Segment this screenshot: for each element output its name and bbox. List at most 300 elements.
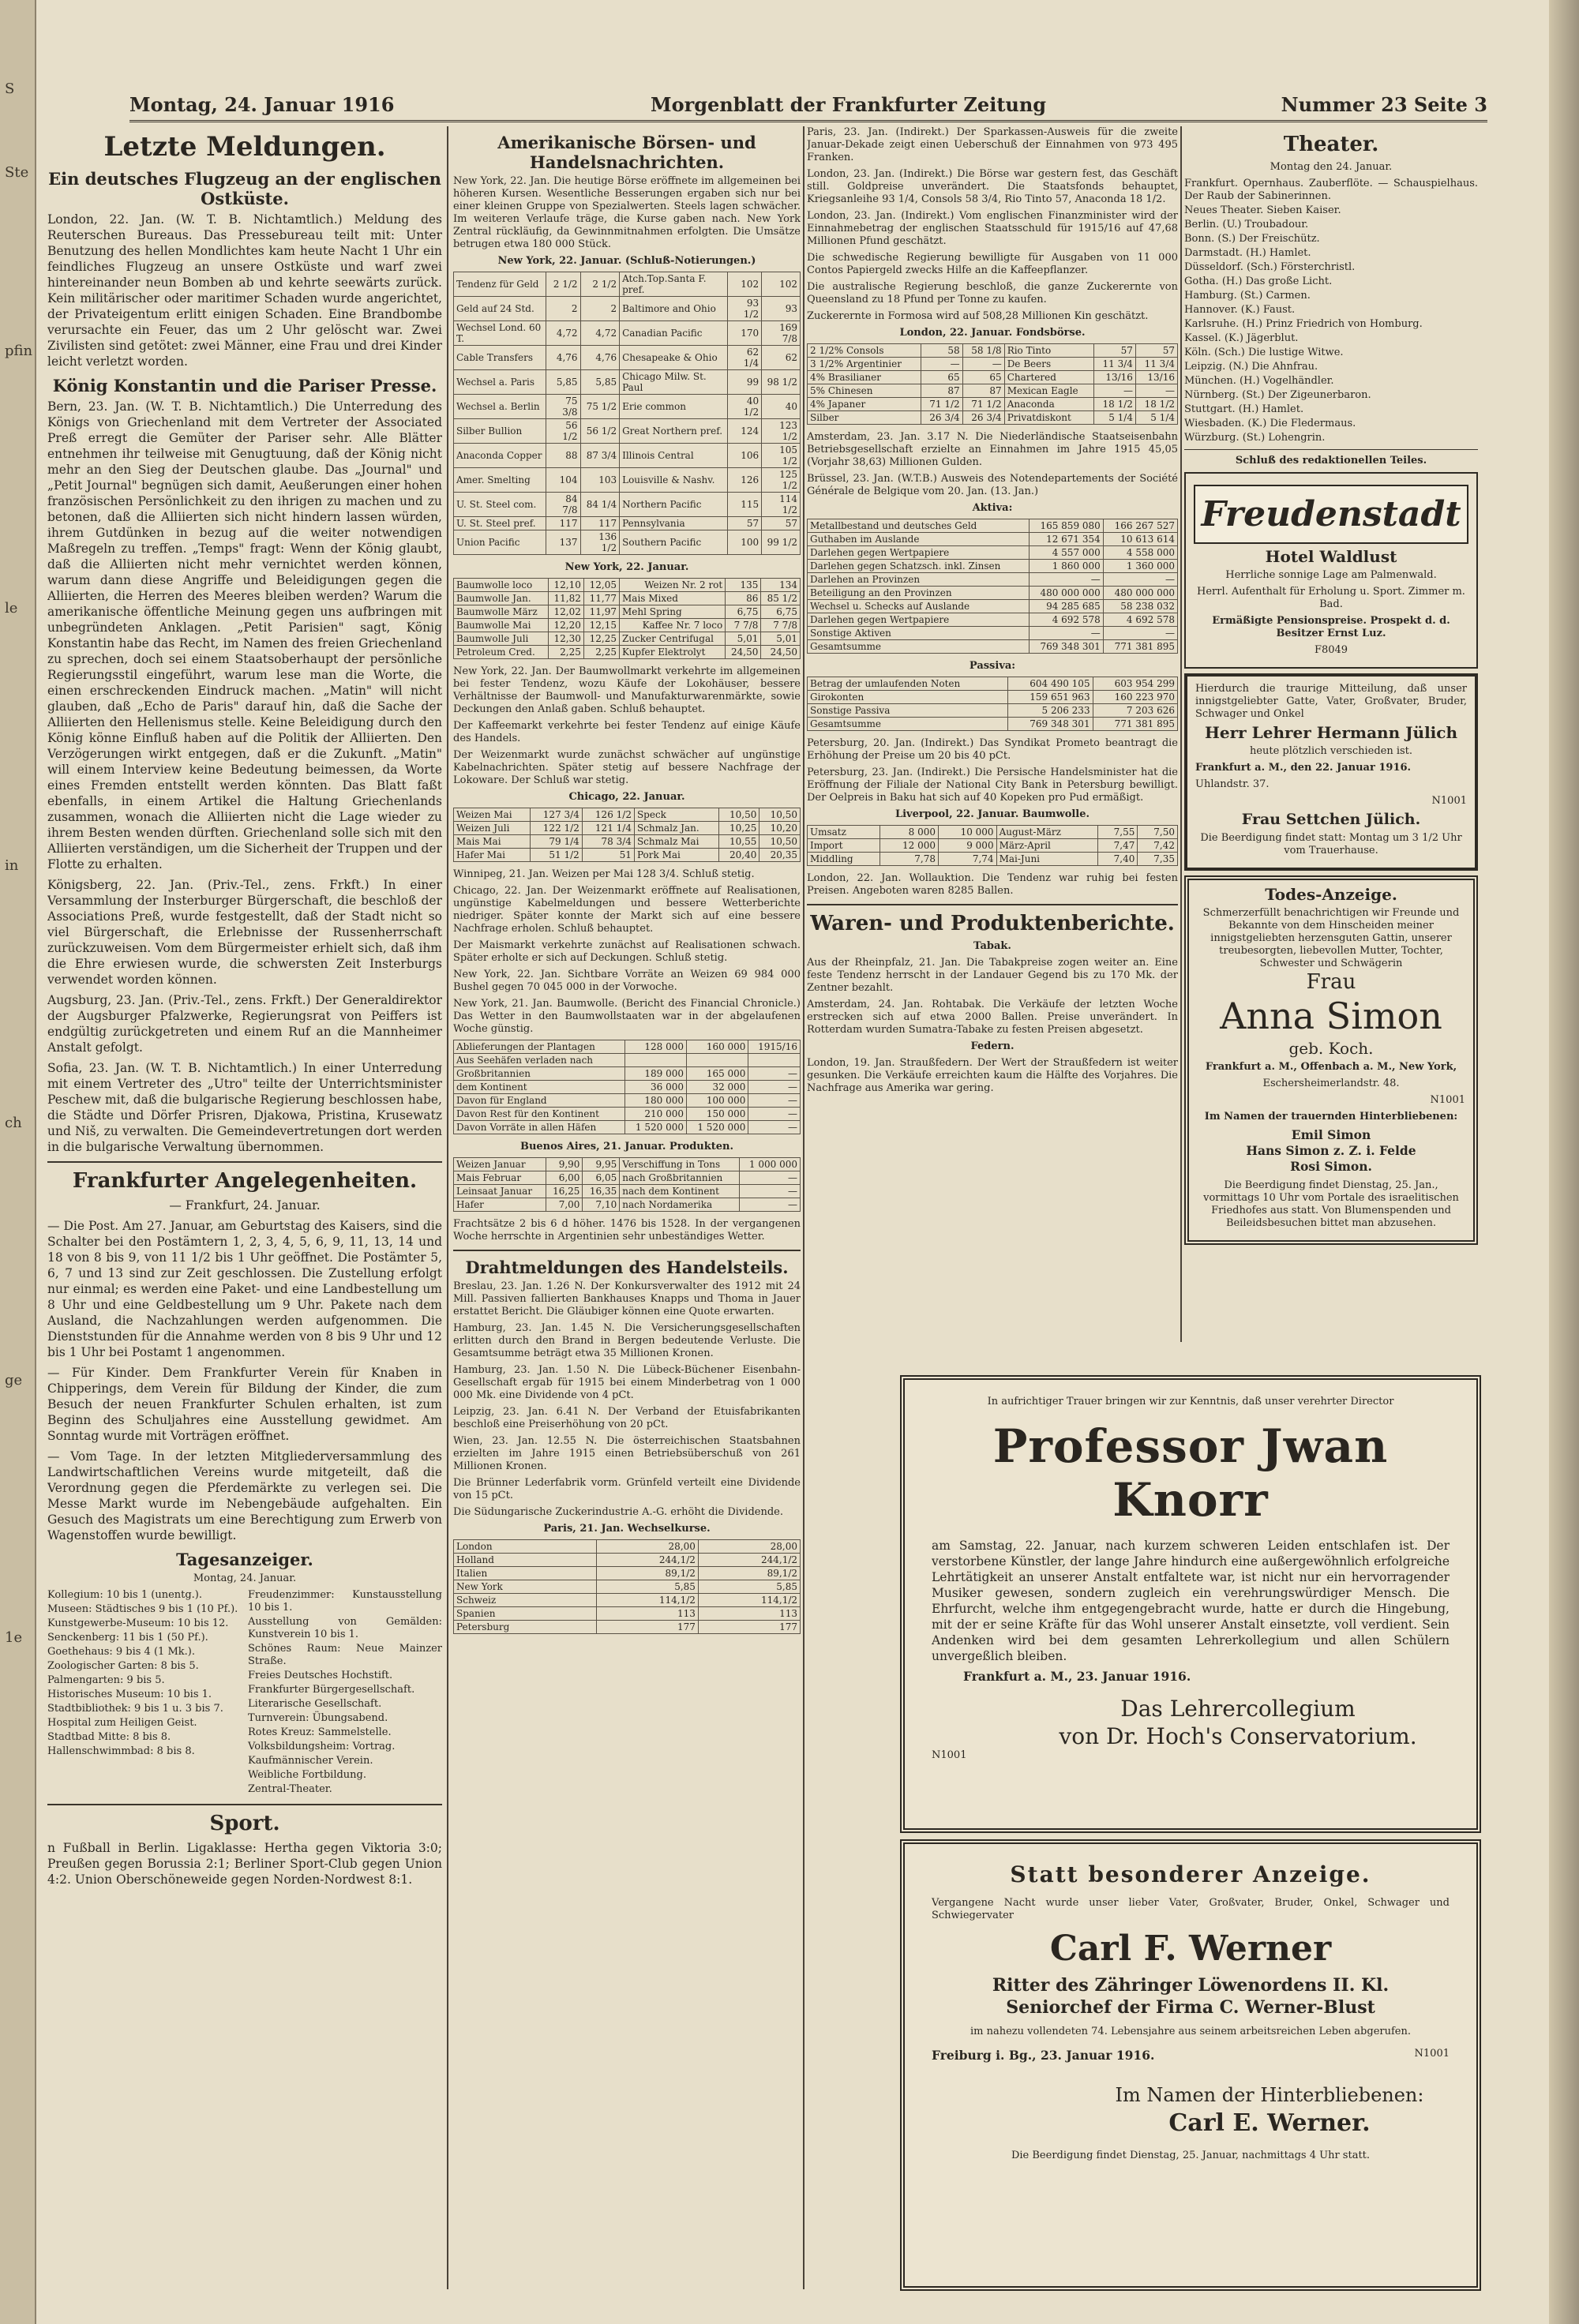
table-cell: 57 bbox=[1093, 344, 1135, 358]
obituary-simon bbox=[1184, 875, 1478, 1245]
table-row bbox=[454, 321, 801, 346]
signatory: Carl E. Werner. bbox=[1168, 2109, 1371, 2137]
passiva-table bbox=[807, 677, 1178, 731]
table-cell: 4 558 000 bbox=[1103, 546, 1177, 560]
table-cell: Anaconda Copper bbox=[454, 444, 546, 468]
table-cell: Darlehen gegen Wertpapiere bbox=[808, 546, 1030, 560]
table-cell: nach Nordamerika bbox=[620, 1198, 740, 1212]
table-cell: Schmalz Mai bbox=[634, 835, 718, 849]
table-cell: 104 bbox=[546, 468, 580, 493]
table-row bbox=[454, 822, 801, 835]
list-item: Stadtbad Mitte: 8 bis 8. bbox=[47, 1731, 171, 1743]
article-sofia: Sofia, 23. Jan. (W. T. B. Nichtamtlich.) In einer Unterredung mit einem Vertreter des „Utro" teilte der Unterrichtsminister Peschew mit, daß die bulgarische Regierung beschlossen habe, die Städte und Dörfer Prisren, Djakowa, Pristina, Krusewatz und Niš, zu verwalten. Die Gemeindevertretungen dort werden in die bulgarische Verwaltung übernommen. bbox=[47, 1061, 442, 1154]
table-cell: Schweiz bbox=[454, 1594, 597, 1607]
ad-code: N1001 bbox=[932, 1749, 967, 1761]
table-cell: — bbox=[921, 358, 962, 371]
obituary-frau: Frau bbox=[1306, 970, 1356, 994]
table-cell: Mexican Eagle bbox=[1004, 384, 1093, 398]
table-cell: 6,05 bbox=[583, 1171, 620, 1185]
obituary-text: am Samstag, 22. Januar, nach kurzem schweren Leiden entschlafen ist. Der verstorbene Künstler, der lange Jahre hindurch eine außergewöhnlich erfolgreiche Lehrtätigkeit an unserer Anstalt entfaltete war, ist nicht nur ein hervorragender Musiker gewesen, sondern zugleich ein verehrungswürdiger Mensch. Die Ehrfurcht, welche ihm entgegengebracht wurde, hatte er durch die Hingebung, mit der er seine Kräfte für das Wohl unserer Anstalt einsetzte, voll verdient. Sein Andenken wird bei dem gesamten Lehrerkollegium und allen Schülern unvergeßlich bleiben. bbox=[932, 1539, 1450, 1663]
table-row bbox=[454, 346, 801, 370]
list-item: Weibliche Fortbildung. bbox=[248, 1769, 367, 1781]
table-cell: 9 000 bbox=[939, 839, 997, 853]
article-post: — Die Post. Am 27. Januar, am Geburtstag des Kaisers, sind die Schalter bei den Postämtern 1, 2, 3, 4, 5, 6, 9, 11, 13, 14 und 18 von 8 bis 9, von 11 1/2 bis 1 Uhr geöffnet. Die Postämter 5, 6, 7 und 13 sind zur Zeit geschlossen. Die Zustellung erfolgt nur einmal; es werden eine Paket- und eine Landbestellung um 8 Uhr und eine Geldbestellung um 9 Uhr. Pakete nach dem Ausland, die Nachzahlungen werden aufgenommen. Die Dienststunden für die Annahme werden von 8 bis 9 Uhr und 12 bis 1 Uhr bei Postamt 1 angenommen. bbox=[47, 1219, 442, 1359]
obituary-intro: Schmerzerfüllt benachrichtigen wir Freunde und Bekannte von dem Hinscheiden meiner innigstgeliebten herzensguten Gattin, unserer treubesorgten, liebevollen Mutter, Tochter, Schwester und Schwägerin bbox=[1202, 907, 1460, 969]
article-augsburg: Augsburg, 23. Jan. (Priv.-Tel., zens. Frkft.) Der Generaldirektor der Augsburger Pfalzwerke, Regierungsrat von Peiffers ist endgültig zurückgetreten und einem Ruf an die Mannheimer Anstalt gefolgt. bbox=[47, 993, 442, 1055]
header-paper-name: Morgenblatt der Frankfurter Zeitung bbox=[651, 93, 1047, 116]
table-row bbox=[454, 835, 801, 849]
table-cell: Hafer Mai bbox=[454, 849, 531, 862]
table-cell: 122 1/2 bbox=[530, 822, 582, 835]
table-cell: 12 671 354 bbox=[1029, 533, 1103, 546]
table-cell: 5 1/4 bbox=[1135, 411, 1177, 425]
table-cell: 159 651 963 bbox=[1008, 691, 1093, 704]
article-winnipeg: Winnipeg, 21. Jan. Weizen per Mai 128 3/4. Schluß stetig. bbox=[453, 868, 755, 880]
article-brussels: Brüssel, 23. Jan. (W.T.B.) Ausweis des Notendepartements der Société Générale de Belgique vom 20. Jan. (13. Jan.) bbox=[807, 473, 1178, 497]
hotel-advertisement bbox=[1184, 472, 1478, 669]
table-cell: 12,20 bbox=[548, 619, 583, 632]
list-item: Leipzig. (N.) Die Ahnfrau. bbox=[1184, 361, 1318, 373]
table-title-ny2: New York, 22. Januar. bbox=[564, 561, 689, 573]
table-cell: — bbox=[739, 1171, 800, 1185]
table-cell: August-März bbox=[996, 826, 1097, 839]
table-cell: Mais Mixed bbox=[620, 592, 726, 605]
table-cell: 94 285 685 bbox=[1029, 600, 1103, 613]
table-cell: 2 1/2 bbox=[546, 272, 580, 297]
table-cell: 5,85 bbox=[546, 370, 580, 395]
table-cell: 40 1/2 bbox=[728, 395, 762, 419]
aktiva-title: Aktiva: bbox=[972, 502, 1013, 514]
obituary-address: Uhlandstr. 37. bbox=[1195, 778, 1270, 790]
table-cell: Mehl Spring bbox=[620, 605, 726, 619]
deceased-name: Carl F. Werner bbox=[1049, 1929, 1332, 1969]
article-london-5: Zuckerernte in Formosa wird auf 508,28 Millionen Kin geschätzt. bbox=[807, 310, 1149, 322]
table-cell: 18 1/2 bbox=[1093, 398, 1135, 411]
table-cell: 10 000 bbox=[939, 826, 997, 839]
table-cell: 65 bbox=[921, 371, 962, 384]
bereaved-title: Im Namen der Hinterbliebenen: bbox=[1115, 2084, 1424, 2106]
margin-fragment: ch bbox=[5, 1115, 22, 1131]
table-cell: 134 bbox=[761, 579, 801, 592]
table-row bbox=[454, 1081, 801, 1094]
page-header bbox=[129, 88, 1487, 122]
table-cell: 57 bbox=[1135, 344, 1177, 358]
table-cell: 9,95 bbox=[583, 1158, 620, 1171]
table-cell: nach Großbritannien bbox=[620, 1171, 740, 1185]
table-cell: 7 7/8 bbox=[761, 619, 801, 632]
table-cell: 11,97 bbox=[583, 605, 619, 619]
funeral-info: Die Beerdigung findet Dienstag, 25. Jan., vormittags 10 Uhr vom Portale des israelitischen Friedhofes aus statt. Von Blumenspenden und Beileidsbesuchen bittet man abzusehen. bbox=[1203, 1179, 1459, 1229]
table-row bbox=[454, 1121, 801, 1134]
adjacent-page-edge bbox=[0, 0, 36, 2324]
table-cell: U. St. Steel com. bbox=[454, 493, 546, 517]
table-cell: 6,75 bbox=[761, 605, 801, 619]
table-row bbox=[454, 1621, 801, 1634]
table-cell: 57 bbox=[762, 517, 801, 530]
table-cell: 128 000 bbox=[624, 1040, 686, 1054]
table-cell: 84 7/8 bbox=[546, 493, 580, 517]
table-cell: Darlehen gegen Schatzsch. inkl. Zinsen bbox=[808, 560, 1030, 573]
table-cell: 136 1/2 bbox=[580, 530, 620, 555]
table-cell: Silber bbox=[808, 411, 921, 425]
table-cell: Baumwolle Jan. bbox=[454, 592, 549, 605]
table-row bbox=[454, 1607, 801, 1621]
list-item: Nürnberg. (St.) Der Zigeunerbaron. bbox=[1184, 389, 1371, 401]
ad-code: N1001 bbox=[1414, 2048, 1450, 2060]
table-cell: Weizen Nr. 2 rot bbox=[620, 579, 726, 592]
table-cell: 5,85 bbox=[580, 370, 620, 395]
table-cell: — bbox=[1029, 573, 1103, 587]
table-row bbox=[454, 444, 801, 468]
column-rule bbox=[1180, 126, 1182, 1342]
table-cell: 170 bbox=[728, 321, 762, 346]
table-cell: Ablieferungen der Plantagen bbox=[454, 1040, 625, 1054]
theater-date: Montag den 24. Januar. bbox=[1270, 161, 1393, 173]
table-cell: Girokonten bbox=[808, 691, 1008, 704]
table-cell: Pork Mai bbox=[634, 849, 718, 862]
table-cell: Leinsaat Januar bbox=[454, 1185, 546, 1198]
table-cell: 114,1/2 bbox=[698, 1594, 800, 1607]
table-cell: 56 1/2 bbox=[580, 419, 620, 444]
deceased-name: Professor Jwan Knorr bbox=[992, 1419, 1389, 1527]
table-cell: 4,76 bbox=[580, 346, 620, 370]
table-cell: Baumwolle Mai bbox=[454, 619, 549, 632]
table-cell: 7 203 626 bbox=[1093, 704, 1177, 718]
table-row bbox=[808, 371, 1178, 384]
table-cell: 12,02 bbox=[548, 605, 583, 619]
table-cell: 102 bbox=[762, 272, 801, 297]
table-cell: Spanien bbox=[454, 1607, 597, 1621]
article-aircraft: London, 22. Jan. (W. T. B. Nichtamtlich.) Meldung des Reuterschen Bureaus. Das Pressebureau teilt mit: Unter Benutzung des hellen Mondlichtes kam heute Nacht 1 Uhr ein feindliches Flugzeug an unsere Ostküste und warf zwei hintereinander neun Bomben ab und kehrte seewärts zurück. Kein militärischer oder maritimer Schaden wurde angerichtet, der Privateigentum erlitt einigen Schaden. Eine Brandbombe verursachte ein Feuer, das um 2 Uhr gelöscht war. Zwei Zivilisten sind getötet: zwei Männer, eine Frau und drei Kinder leicht verletzt worden. bbox=[47, 212, 442, 369]
section-title-theater: Theater. bbox=[1283, 133, 1379, 156]
table-row bbox=[454, 1594, 801, 1607]
list-item: Literarische Gesellschaft. bbox=[248, 1698, 382, 1710]
obituary-place: Frankfurt a. M., Offenbach a. M., New York, bbox=[1205, 1061, 1457, 1073]
article-petersburg: Petersburg, 20. Jan. (Indirekt.) Das Syndikat Prometo beantragt die Erhöhung der Preise um 20 bis 40 pCt. bbox=[807, 737, 1178, 762]
table-cell: 10,50 bbox=[718, 808, 759, 822]
table-cell: U. St. Steel pref. bbox=[454, 517, 546, 530]
margin-fragment: 1e bbox=[5, 1629, 23, 1646]
table-cell: 100 000 bbox=[687, 1094, 748, 1108]
article-ny-exchange: New York, 22. Jan. Die heutige Börse eröffnete im allgemeinen bei höheren Kursen. Wesentliche Besserungen ergaben sich nur bei einer kleinen Gruppe von Spezialwerten. Steels lagen schwächer. Im weiteren Verlaufe träge, die Kurse gaben nach. New York Zentral rückläufig, da Gewinnmitnahmen erfolgten. Die Umsätze betrugen etwa 180 000 Stück. bbox=[453, 175, 801, 250]
list-item: Palmengarten: 9 bis 5. bbox=[47, 1674, 165, 1686]
table-cell: Davon Vorräte in allen Häfen bbox=[454, 1121, 625, 1134]
article-tobacco: Aus der Rheinpfalz, 21. Jan. Die Tabakpreise zogen weiter an. Eine feste Tendenz herrscht in der Landauer Gegend bis zu 170 Mk. der Zentner bezahlt. bbox=[807, 957, 1178, 994]
table-cell: 127 3/4 bbox=[530, 808, 582, 822]
table-cell: 177 bbox=[698, 1621, 800, 1634]
header-page-number: Nummer 23 Seite 3 bbox=[1281, 93, 1487, 116]
obituary-juelich bbox=[1184, 673, 1478, 871]
article-tobacco-2: Amsterdam, 24. Jan. Rohtabak. Die Verkäufe der letzten Woche erstrecken sich auf etwa 2000 Ballen. Preise unverändert. In Rotterdam wurden Sumatra-Tabake zu festen Preisen abgesetzt. bbox=[807, 999, 1178, 1036]
table-cell: Holland bbox=[454, 1554, 597, 1567]
table-cell: 99 1/2 bbox=[762, 530, 801, 555]
editorial-end: Schluß des redaktionellen Teiles. bbox=[1235, 455, 1427, 467]
list-item: Freies Deutsches Hochstift. bbox=[248, 1670, 393, 1681]
table-row bbox=[454, 808, 801, 822]
table-row bbox=[808, 560, 1178, 573]
table-cell: Zucker Centrifugal bbox=[620, 632, 726, 646]
table-cell: — bbox=[1103, 627, 1177, 640]
headline-aircraft: Ein deutsches Flugzeug an der englischen Ostküste. bbox=[48, 169, 441, 208]
list-item: Zoologischer Garten: 8 bis 5. bbox=[47, 1660, 199, 1672]
table-cell: Darlehen gegen Wertpapiere bbox=[808, 613, 1030, 627]
table-cell: 2,25 bbox=[548, 646, 583, 659]
table-cell: Davon Rest für den Kontinent bbox=[454, 1108, 625, 1121]
table-cell: 12,05 bbox=[583, 579, 619, 592]
list-item: Schönes Raum: Neue Mainzer Straße. bbox=[248, 1643, 442, 1667]
list-item: Neues Theater. Sieben Kaiser. bbox=[1184, 204, 1341, 216]
obituary-werner bbox=[900, 1839, 1481, 2291]
table-cell: Verschiffung in Tons bbox=[620, 1158, 740, 1171]
list-item: Historisches Museum: 10 bis 1. bbox=[47, 1689, 212, 1700]
table-cell: 7,42 bbox=[1138, 839, 1178, 853]
table-cell: 28,00 bbox=[698, 1540, 800, 1554]
notice-title: Statt besonderer Anzeige. bbox=[1010, 1861, 1371, 1887]
table-cell: Middling bbox=[808, 853, 880, 866]
table-cell: 8 000 bbox=[880, 826, 939, 839]
table-cell: 75 3/8 bbox=[546, 395, 580, 419]
table-cell: Kupfer Elektrolyt bbox=[620, 646, 726, 659]
table-row bbox=[454, 849, 801, 862]
article-london-3: Die schwedische Regierung bewilligte für Ausgaben von 11 000 Contos Papiergeld zwecks Hilfe an die Kaffeepflanzer. bbox=[807, 252, 1178, 276]
list-item: Senckenberg: 11 bis 1 (50 Pf.). bbox=[47, 1632, 208, 1644]
margin-fragment: in bbox=[5, 857, 19, 874]
table-cell: 480 000 000 bbox=[1103, 587, 1177, 600]
table-row bbox=[808, 691, 1178, 704]
table-cell: 769 348 301 bbox=[1008, 718, 1093, 731]
table-cell: 2,25 bbox=[583, 646, 619, 659]
table-cell: 98 1/2 bbox=[762, 370, 801, 395]
article-king: Bern, 23. Jan. (W. T. B. Nichtamtlich.) Die Unterredung des Königs von Griechenland mit dem Vertreter der Associated Preß erregt die Gemüter der Pariser sehr. Alle Blätter entnehmen ihr teilweise mit Genugtuung, daß der König nicht mehr an den Sieg der Deutschen glaube. Das „Journal" und „Petit Journal" begnügen sich damit, Aeußerungen einer hohen französischen Persönlichkeit zu den ihrigen zu machen und zu betonen, daß die Alliierten sich nicht hindern lassen würden, ihrem Gutdünken in bezug auf die weiter notwendigen Maßregeln zu treffen. „Temps" fragt: Wenn der König glaubt, daß die Alliierten nicht mehr vernichtet werden können, warum dann diese Angriffe und Beleidigungen gegen die Alliierten, die Herren des Meeres bleiben werden? Warum die amerikanische öffentliche Meinung gegen uns aufbringen mit unbegründeten Anklagen. „Petit Parisien" sagt, König Konstantin habe das Recht, im Namen des freien Griechenland zu sprechen, doch sei einem Staatsoberhaupt der persönliche Regierungsstil eingeführt, warum lese man die Worte, die einen erschreckenden Eindruck machen. „Matin" will nicht glauben, daß „Echo de Paris" darauf hin, daß die Sache der Alliierten den Hellenismus stelle. Keine Beleidigung durch den König könne Einfluß haben auf die Politik der Alliierten. Den Verzögerungen wirkt entgegen, daß er die Zukunft. „Matin" will einem Interview keine Bedeutung beimessen, da Worte eines Fremden entstellt werden könnten. Das Blatt faßt ebenfalls, in einem Artikel die Haltung Griechenlands zusammen, wonach die Alliierten nicht die Lage wieder zu ihrem Besten wenden dürften. Griechenland solle sich mit den Alliierten verständigen, um die Sicherheit der Truppen und der Flotte zu erhalten. bbox=[47, 399, 442, 872]
margin-fragment: Ste bbox=[5, 164, 29, 181]
margin-fragment: pfin bbox=[5, 343, 33, 359]
table-cell: 65 bbox=[962, 371, 1004, 384]
article-day: — Vom Tage. In der letzten Mitgliederversammlung des Landwirtschaftlichen Vereins wurde mitgeteilt, daß die Verordnung gegen die Pferdemärkte zu verlegen sei. Die Messe Markt wurde im Nebengebäude aufgehalten. Ein Gesuch des Magistrats um eine Berechtigung zum Erwerb von Wagenstoffen wurde bewilligt. bbox=[47, 1449, 442, 1542]
table-cell: Guthaben im Auslande bbox=[808, 533, 1030, 546]
table-cell: 86 bbox=[726, 592, 761, 605]
table-cell: 7,10 bbox=[583, 1198, 620, 1212]
table-row bbox=[808, 600, 1178, 613]
margin-fragment: ge bbox=[5, 1372, 23, 1389]
obituary-knorr bbox=[900, 1375, 1481, 1833]
list-item: Museen: Städtisches 9 bis 1 (10 Pf.). bbox=[47, 1603, 238, 1615]
table-cell: Southern Pacific bbox=[620, 530, 728, 555]
table-cell: 603 954 299 bbox=[1093, 677, 1177, 691]
table-cell: 4% Japaner bbox=[808, 398, 921, 411]
table-cell: 1 000 000 bbox=[739, 1158, 800, 1171]
table-cell: 10,50 bbox=[759, 835, 801, 849]
table-cell: 210 000 bbox=[624, 1108, 686, 1121]
table-cell: 137 bbox=[546, 530, 580, 555]
table-cell: 4% Brasilianer bbox=[808, 371, 921, 384]
table-cell: 75 1/2 bbox=[580, 395, 620, 419]
ad-code: N1001 bbox=[1431, 795, 1467, 807]
table-row bbox=[808, 839, 1178, 853]
table-title-buenos: Buenos Aires, 21. Januar. Produkten. bbox=[519, 1141, 734, 1153]
table-cell: 124 bbox=[728, 419, 762, 444]
wire-vienna: Wien, 23. Jan. 12.55 N. Die österreichischen Staatsbahnen erzielten im Jahre 1915 einen Betriebsüberschuß von 261 Millionen Kronen. bbox=[453, 1435, 801, 1472]
table-cell: 7 7/8 bbox=[726, 619, 761, 632]
margin-fragment: le bbox=[5, 600, 18, 617]
table-row bbox=[454, 1198, 801, 1212]
table-row bbox=[808, 398, 1178, 411]
table-cell: 18 1/2 bbox=[1135, 398, 1177, 411]
quote-table-buenos-aires bbox=[453, 1157, 801, 1212]
section-title-goods: Waren- und Produktenberichte. bbox=[810, 912, 1175, 935]
table-cell: 16,35 bbox=[583, 1185, 620, 1198]
table-row bbox=[808, 677, 1178, 691]
list-item: Bonn. (S.) Der Freischütz. bbox=[1184, 233, 1320, 245]
article-london-2: London, 23. Jan. (Indirekt.) Vom englischen Finanzminister wird der Einnahmebetrag der englischen Staatsschuld für 1915/16 auf 47,68 Millionen Pfund geschätzt. bbox=[807, 210, 1178, 247]
article-petersburg-2: Petersburg, 23. Jan. (Indirekt.) Die Persische Handelsminister hat die Eröffnung der Filiale der National City Bank in Petersburg bewilligt. Der Oelpreis in Baku hat sich auf 40 Kopeken pro Pud ermäßigt. bbox=[807, 767, 1178, 804]
table-cell: 105 1/2 bbox=[762, 444, 801, 468]
wire-bruenn: Die Brünner Lederfabrik vorm. Grünfeld verteilt eine Dividende von 15 pCt. bbox=[453, 1477, 801, 1501]
table-cell: Baumwolle Juli bbox=[454, 632, 549, 646]
table-cell: 58 238 032 bbox=[1103, 600, 1177, 613]
hotel-line: Herrl. Aufenthalt für Erholung u. Sport. Zimmer m. Bad. bbox=[1197, 586, 1465, 610]
table-cell: Darlehen an Provinzen bbox=[808, 573, 1030, 587]
table-cell: 1 360 000 bbox=[1103, 560, 1177, 573]
table-cell: Anaconda bbox=[1004, 398, 1093, 411]
table-cell: 115 bbox=[728, 493, 762, 517]
table-cell bbox=[687, 1054, 748, 1067]
table-cell: 165 859 080 bbox=[1029, 519, 1103, 533]
table-cell: Gesamtsumme bbox=[808, 640, 1030, 654]
table-cell: Betrag der umlaufenden Noten bbox=[808, 677, 1008, 691]
table-cell: 2 bbox=[546, 297, 580, 321]
table-cell: 7,35 bbox=[1138, 853, 1178, 866]
table-cell: 160 000 bbox=[687, 1040, 748, 1054]
table-cell: Louisville & Nashv. bbox=[620, 468, 728, 493]
table-cell: 5,01 bbox=[726, 632, 761, 646]
table-row bbox=[808, 358, 1178, 371]
table-cell: 126 bbox=[728, 468, 762, 493]
wire-hamburg-2: Hamburg, 23. Jan. 1.50 N. Die Lübeck-Büchener Eisenbahn-Gesellschaft ergab für 1915 bei einem Minderbetrag von 1 000 000 Mk. eine Dividende von 4 pCt. bbox=[453, 1364, 801, 1401]
table-cell: Baltimore and Ohio bbox=[620, 297, 728, 321]
list-item: Frankfurt. Opernhaus. Zauberflöte. — Schauspielhaus. Der Raub der Sabinerinnen. bbox=[1184, 178, 1478, 202]
table-cell: 99 bbox=[728, 370, 762, 395]
table-cell: De Beers bbox=[1004, 358, 1093, 371]
table-cell: 16,25 bbox=[546, 1185, 583, 1198]
table-cell: 51 bbox=[582, 849, 634, 862]
table-cell: 11,82 bbox=[548, 592, 583, 605]
table-row bbox=[808, 384, 1178, 398]
table-cell: Speck bbox=[634, 808, 718, 822]
table-cell: Sonstige Aktiven bbox=[808, 627, 1030, 640]
table-cell: Baumwolle März bbox=[454, 605, 549, 619]
obituary-text: im nahezu vollendeten 74. Lebensjahre aus seinem arbeitsreichen Leben abgerufen. bbox=[970, 2026, 1411, 2037]
aktiva-table bbox=[807, 519, 1178, 654]
table-cell: Weizen Mai bbox=[454, 808, 531, 822]
table-row bbox=[808, 627, 1178, 640]
table-cell: 5,85 bbox=[698, 1580, 800, 1594]
table-cell: Amer. Smelting bbox=[454, 468, 546, 493]
table-cell: 40 bbox=[762, 395, 801, 419]
deceased-name: Herr Lehrer Hermann Jülich bbox=[1205, 723, 1457, 742]
list-item: Turnverein: Übungsabend. bbox=[248, 1712, 388, 1724]
table-cell: Gesamtsumme bbox=[808, 718, 1008, 731]
table-cell: 123 1/2 bbox=[762, 419, 801, 444]
quote-table-chicago bbox=[453, 808, 801, 862]
list-item: Ausstellung von Gemälden: Kunstverein 10 bis 1. bbox=[248, 1616, 442, 1640]
table-title-fonds: London, 22. Januar. Fondsbörse. bbox=[899, 327, 1086, 339]
table-row bbox=[454, 1554, 801, 1567]
table-cell: Mais Februar bbox=[454, 1171, 546, 1185]
list-item: Köln. (Sch.) Die lustige Witwe. bbox=[1184, 347, 1344, 358]
divider bbox=[47, 1804, 442, 1805]
table-cell: März-April bbox=[996, 839, 1097, 853]
table-row bbox=[454, 1171, 801, 1185]
list-item: Stuttgart. (H.) Hamlet. bbox=[1184, 403, 1304, 415]
dateline: — Frankfurt, 24. Januar. bbox=[169, 1198, 321, 1213]
table-cell: Hafer bbox=[454, 1198, 546, 1212]
article-paris: Paris, 23. Jan. (Indirekt.) Der Sparkassen-Ausweis für die zweite Januar-Dekade zeigt einen Ueberschuß der Einnahmen von 973 495 Franken. bbox=[807, 126, 1178, 163]
table-cell: 7,55 bbox=[1097, 826, 1138, 839]
table-cell: 93 1/2 bbox=[728, 297, 762, 321]
table-cell: 100 bbox=[728, 530, 762, 555]
table-row bbox=[808, 613, 1178, 627]
widow-name: Frau Settchen Jülich. bbox=[1241, 811, 1421, 828]
table-cell: 604 490 105 bbox=[1008, 677, 1093, 691]
agenda-right bbox=[248, 1589, 442, 1797]
list-item: Goethehaus: 9 bis 4 (1 Mk.). bbox=[47, 1646, 195, 1658]
table-cell: 7,47 bbox=[1097, 839, 1138, 853]
hotel-town-banner: Freudenstadt bbox=[1194, 485, 1468, 544]
table-cell: — bbox=[748, 1108, 801, 1121]
deceased-name: Anna Simon bbox=[1220, 995, 1442, 1037]
table-cell: Petersburg bbox=[454, 1621, 597, 1634]
table-row bbox=[454, 1040, 801, 1054]
table-title-ny: New York, 22. Januar. (Schluß-Notierungen.) bbox=[497, 255, 756, 267]
table-row bbox=[454, 1580, 801, 1594]
obituary-text: heute plötzlich verschieden ist. bbox=[1249, 745, 1413, 757]
table-cell: 771 381 895 bbox=[1103, 640, 1177, 654]
agenda-list bbox=[47, 1589, 442, 1797]
table-cell: 32 000 bbox=[687, 1081, 748, 1094]
theater-list bbox=[1184, 178, 1478, 444]
quote-table-ny-commodities bbox=[453, 578, 801, 659]
table-cell: 103 bbox=[580, 468, 620, 493]
table-cell: Cable Transfers bbox=[454, 346, 546, 370]
table-cell: 117 bbox=[546, 517, 580, 530]
divider bbox=[453, 1250, 801, 1251]
bereaved-title: Im Namen der trauernden Hinterbliebenen: bbox=[1204, 1111, 1458, 1123]
table-cell: 13/16 bbox=[1135, 371, 1177, 384]
list-item: Frankfurter Bürgergesellschaft. bbox=[248, 1684, 415, 1696]
table-cell: 93 bbox=[762, 297, 801, 321]
column-theater-ads bbox=[1184, 126, 1478, 1342]
table-row bbox=[808, 533, 1178, 546]
table-cell: 78 3/4 bbox=[582, 835, 634, 849]
table-cell: 6,00 bbox=[546, 1171, 583, 1185]
table-cell: 771 381 895 bbox=[1093, 718, 1177, 731]
table-cell: 5,85 bbox=[596, 1580, 698, 1594]
article-sport: n Fußball in Berlin. Ligaklasse: Hertha gegen Viktoria 3:0; Preußen gegen Borussia 2:1; Berliner Sport-Club gegen Union 4:2. Union Oberschöneweide gegen Norden-Nordwest 8:1. bbox=[47, 1841, 442, 1887]
bereaved-name: Rosi Simon. bbox=[1290, 1159, 1372, 1174]
table-cell: 12,15 bbox=[583, 619, 619, 632]
bereaved-name: Hans Simon z. Z. i. Felde bbox=[1246, 1143, 1416, 1158]
table-cell: Chartered bbox=[1004, 371, 1093, 384]
table-cell: 5 1/4 bbox=[1093, 411, 1135, 425]
exchange-table-paris bbox=[453, 1539, 801, 1634]
table-cell: 125 1/2 bbox=[762, 468, 801, 493]
table-cell: — bbox=[748, 1067, 801, 1081]
table-cell: Union Pacific bbox=[454, 530, 546, 555]
table-cell: 10,55 bbox=[718, 835, 759, 849]
table-cell: 36 000 bbox=[624, 1081, 686, 1094]
section-title-american: Amerikanische Börsen- und Handelsnachrichten. bbox=[497, 133, 756, 172]
table-cell: 2 1/2% Consols bbox=[808, 344, 921, 358]
